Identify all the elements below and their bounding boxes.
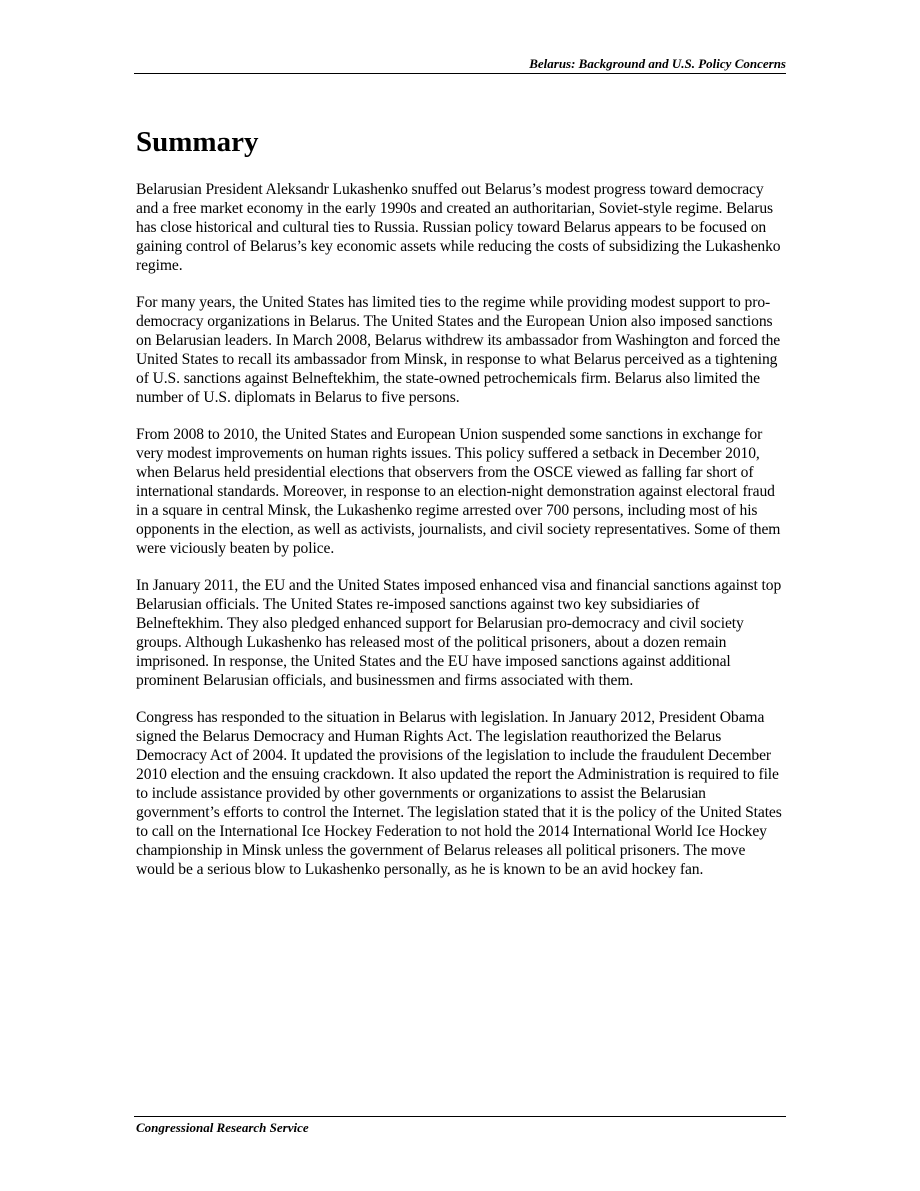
footer-divider xyxy=(134,1116,786,1117)
header-divider xyxy=(134,73,786,74)
summary-paragraph-1: Belarusian President Aleksandr Lukashenko snuffed out Belarus’s modest progress toward democracy and a free market economy in the early 1990s and created an authoritarian, Soviet-style regime. Belarus has close historical and cultural ties to Russia. Russian policy toward Belarus appears to be focused on gaining control of Belarus’s key economic assets while reducing the costs of subsidizing the Lukashenko regime. xyxy=(136,181,781,274)
section-title: Summary xyxy=(136,126,259,158)
page-content xyxy=(136,122,786,897)
summary-paragraph-3: From 2008 to 2010, the United States and European Union suspended some sanctions in exchange for very modest improvements on human rights issues. This policy suffered a setback in December 2010, when Belarus held presidential elections that observers from the OSCE viewed as falling far short of international standards. Moreover, in response to an election-night demonstration against electoral fraud in a square in central Minsk, the Lukashenko regime arrested over 700 persons, including most of his opponents in the election, as well as activists, journalists, and civil society representatives. Some of them were viciously beaten by police. xyxy=(136,426,781,557)
summary-paragraph-4: In January 2011, the EU and the United States imposed enhanced visa and financial sanctions against top Belarusian officials. The United States re-imposed sanctions against two key subsidiaries of Belneftekhim. They also pledged enhanced support for Belarusian pro-democracy and civil society groups. Although Lukashenko has released most of the political prisoners, about a dozen remain imprisoned. In response, the United States and the EU have imposed sanctions against additional prominent Belarusian officials, and businessmen and firms associated with them. xyxy=(136,577,782,689)
running-header: Belarus: Background and U.S. Policy Concerns xyxy=(529,56,786,71)
running-footer: Congressional Research Service xyxy=(136,1120,309,1135)
summary-paragraph-5: Congress has responded to the situation in Belarus with legislation. In January 2012, President Obama signed the Belarus Democracy and Human Rights Act. The legislation reauthorized the Belarus Democracy Act of 2004. It updated the provisions of the legislation to include the fraudulent December 2010 election and the ensuing crackdown. It also updated the report the Administration is required to file to include assistance provided by other governments or organizations to assist the Belarusian government’s efforts to control the Internet. The legislation stated that it is the policy of the United States to call on the International Ice Hockey Federation to not hold the 2014 International World Ice Hockey championship in Minsk unless the government of Belarus releases all political prisoners. The move would be a serious blow to Lukashenko personally, as he is known to be an avid hockey fan. xyxy=(136,709,782,878)
summary-paragraph-2: For many years, the United States has limited ties to the regime while providing modest support to pro-democracy organizations in Belarus. The United States and the European Union also imposed sanctions on Belarusian leaders. In March 2008, Belarus withdrew its ambassador from Washington and forced the United States to recall its ambassador from Minsk, in response to what Belarus perceived as a tightening of U.S. sanctions against Belneftekhim, the state-owned petrochemicals firm. Belarus also limited the number of U.S. diplomats in Belarus to five persons. xyxy=(136,294,781,406)
